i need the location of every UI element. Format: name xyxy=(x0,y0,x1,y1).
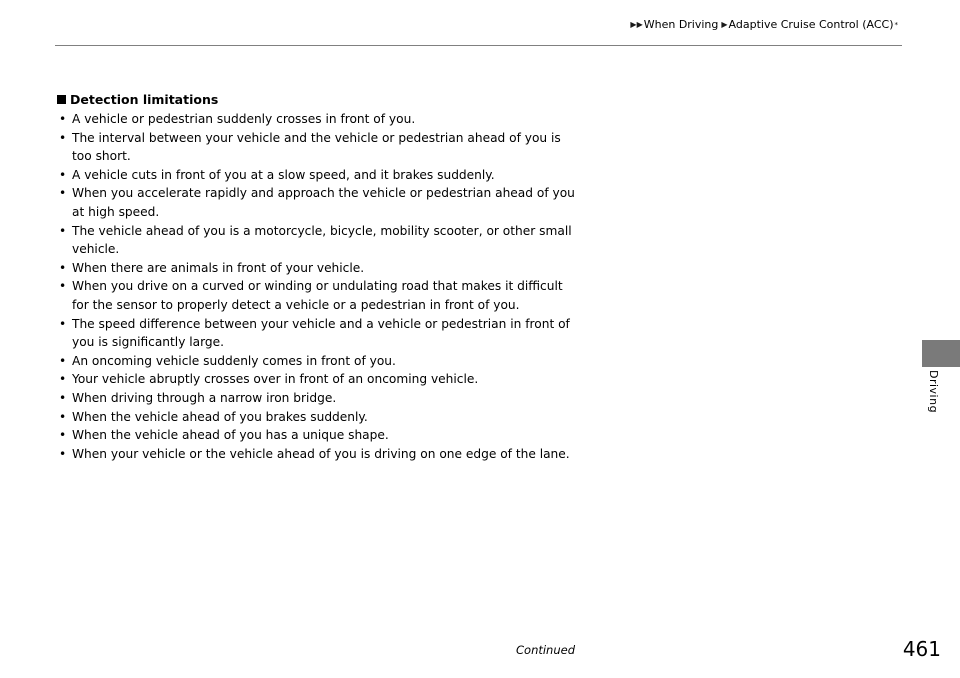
list-item xyxy=(57,222,587,259)
list-item-text: The vehicle ahead of you is a motorcycle, bicycle, mobility scooter, or other small xyxy=(72,223,572,238)
arrow-icon: ▶▶ xyxy=(630,20,643,29)
main-content xyxy=(57,92,587,463)
list-item-text: When your vehicle or the vehicle ahead of you is driving on one edge of the lane. xyxy=(72,446,570,461)
list-item-text: When the vehicle ahead of you brakes suddenly. xyxy=(72,409,368,424)
continued-note: Continued xyxy=(516,643,576,657)
list-item-text: An oncoming vehicle suddenly comes in front of you. xyxy=(72,353,396,368)
bullet-icon: • xyxy=(59,167,67,182)
list-item-text: at high speed. xyxy=(72,204,160,219)
list-item xyxy=(57,315,587,352)
limitations-list xyxy=(57,110,587,463)
breadcrumb-item-when-driving[interactable]: When Driving xyxy=(643,18,719,31)
page-number: 461 xyxy=(902,637,941,661)
list-item xyxy=(57,184,587,221)
list-item-text: A vehicle or pedestrian suddenly crosses in front of you. xyxy=(72,112,416,126)
header-rule xyxy=(55,45,902,46)
list-item-text: A vehicle cuts in front of you at a slow speed, and it brakes suddenly. xyxy=(72,167,495,182)
arrow-icon: ▶ xyxy=(721,20,728,29)
bullet-icon: • xyxy=(59,279,67,294)
list-item xyxy=(57,129,587,166)
list-item-text: When the vehicle ahead of you has a unique shape. xyxy=(72,428,389,443)
list-item xyxy=(57,352,587,371)
list-item-text: Your vehicle abruptly crosses over in front of an oncoming vehicle. xyxy=(72,372,479,387)
list-item-text: vehicle. xyxy=(72,242,120,257)
list-item xyxy=(57,408,587,427)
square-bullet-icon xyxy=(57,95,66,104)
bullet-icon: • xyxy=(59,130,67,145)
list-item-text: When driving through a narrow iron bridge. xyxy=(72,390,337,405)
bullet-icon: • xyxy=(59,390,67,405)
list-item-text: for the sensor to properly detect a vehicle or a pedestrian in front of you. xyxy=(72,297,520,312)
list-item xyxy=(57,426,587,445)
bullet-icon: • xyxy=(59,353,67,368)
bullet-icon: • xyxy=(59,428,67,443)
list-item xyxy=(57,389,587,408)
bullet-icon: • xyxy=(59,446,67,461)
list-item-text: When there are animals in front of your vehicle. xyxy=(72,260,365,275)
list-item xyxy=(57,166,587,185)
breadcrumb-item-acc[interactable]: Adaptive Cruise Control (ACC) xyxy=(728,18,894,31)
bullet-icon: • xyxy=(59,186,67,201)
list-item xyxy=(57,259,587,278)
list-item xyxy=(57,110,587,129)
bullet-icon: • xyxy=(59,316,67,331)
bullet-icon: • xyxy=(59,112,67,126)
list-item-text: When you accelerate rapidly and approach the vehicle or pedestrian ahead of you xyxy=(72,186,575,201)
list-item xyxy=(57,445,587,464)
chapter-tab xyxy=(922,340,960,367)
breadcrumb-marker: * xyxy=(894,20,898,29)
bullet-icon: • xyxy=(59,223,67,238)
list-item-text: too short. xyxy=(72,149,131,164)
list-item-text: you is significantly large. xyxy=(72,335,225,350)
bullet-icon: • xyxy=(59,409,67,424)
list-item-text: The speed difference between your vehicle and a vehicle or pedestrian in front of xyxy=(72,316,570,331)
chapter-tab-label: Driving xyxy=(927,370,940,414)
section-heading-text: Detection limitations xyxy=(70,92,219,107)
list-item xyxy=(57,277,587,314)
list-item-text: When you drive on a curved or winding or undulating road that makes it difficult xyxy=(72,279,563,294)
bullet-icon: • xyxy=(59,372,67,387)
bullet-icon: • xyxy=(59,260,67,275)
list-item-text: The interval between your vehicle and the vehicle or pedestrian ahead of you is xyxy=(72,130,561,145)
section-heading xyxy=(57,92,587,107)
list-item xyxy=(57,370,587,389)
breadcrumb xyxy=(630,18,898,31)
